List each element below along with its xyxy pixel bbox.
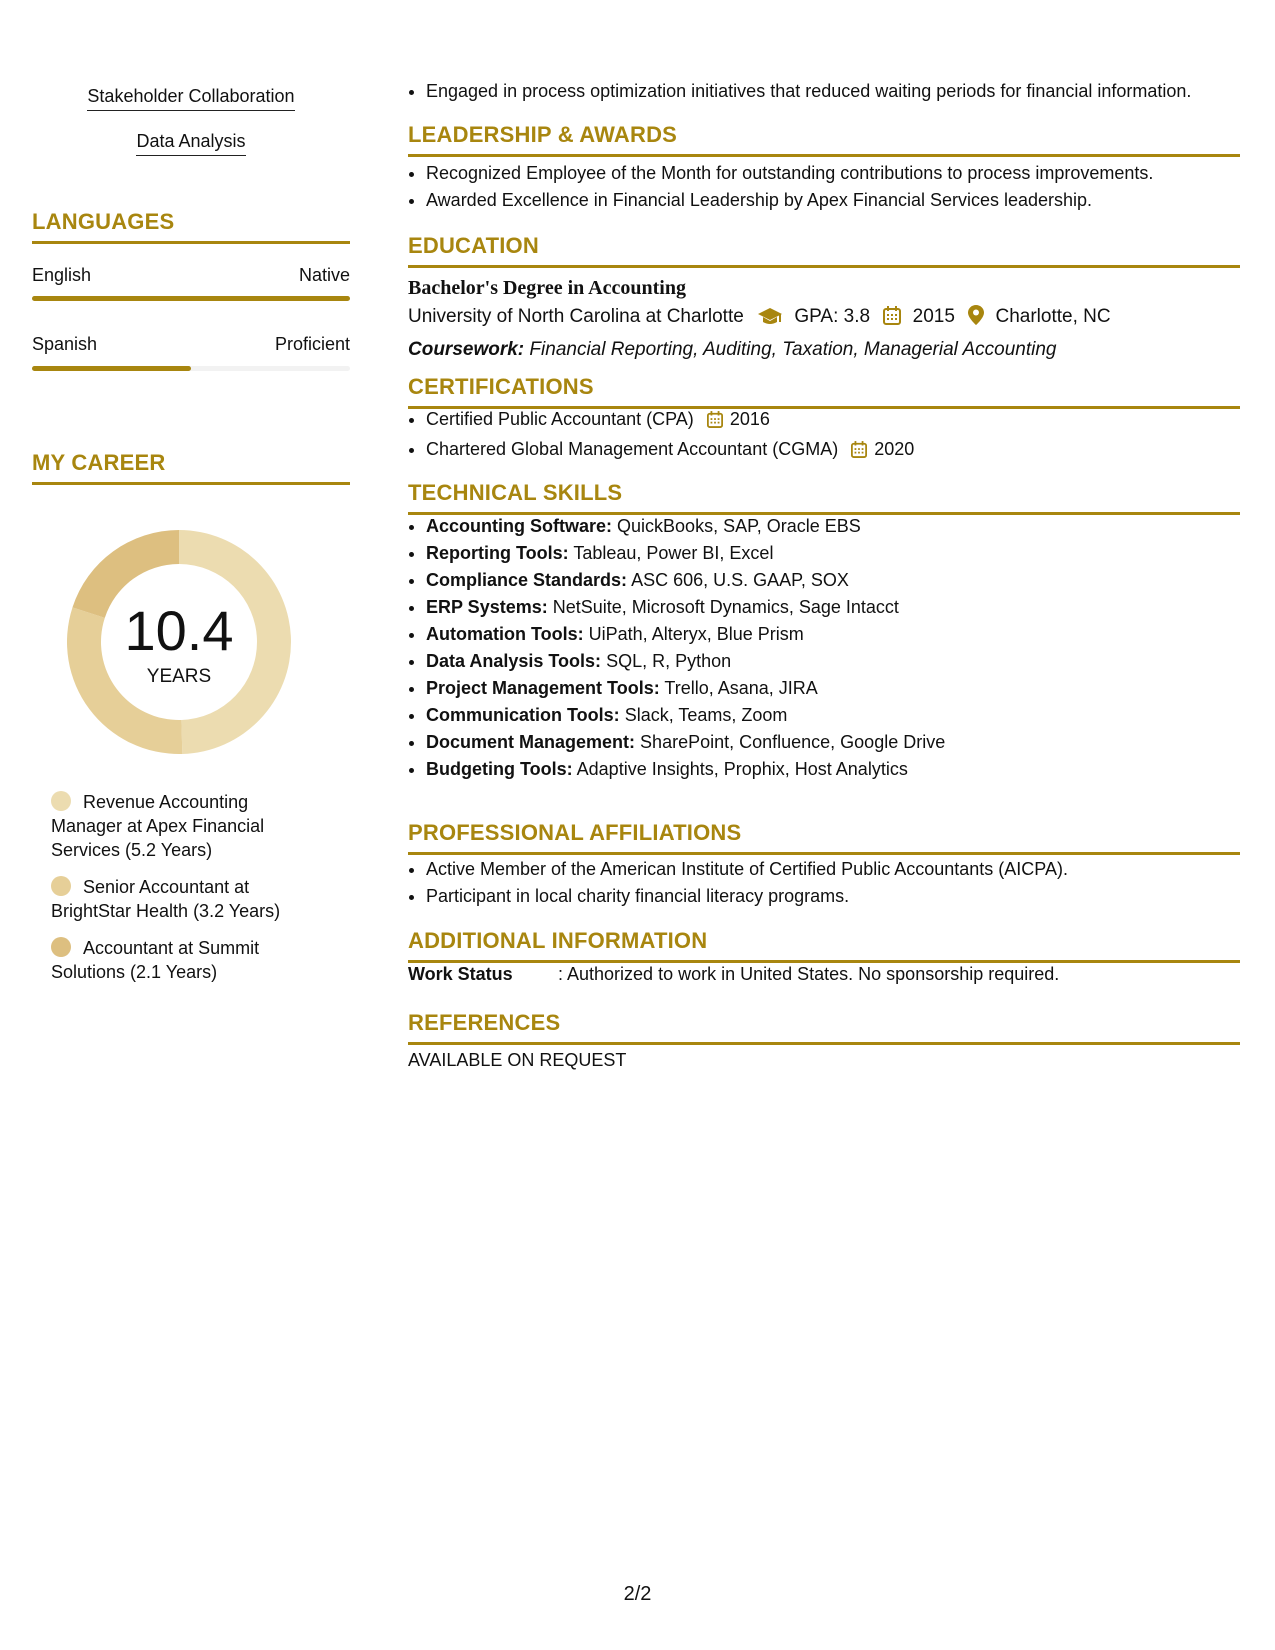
skill-category: Document Management: [426,732,636,752]
leadership-heading: LEADERSHIP & AWARDS [408,122,1240,157]
language-bar-fill [32,366,191,371]
skill-tag [32,86,350,111]
career-total-unit: YEARS [146,666,212,687]
language-name: English [32,265,92,285]
technical-skill-item [426,648,1258,675]
career-heading: MY CAREER [32,450,350,485]
references-heading: REFERENCES [408,1010,1240,1045]
education-location: Charlotte, NC [995,306,1111,327]
technical-skill-item [426,729,1258,756]
education-meta [408,302,1240,335]
skill-values: UiPath, Alteryx, Blue Prism [588,624,804,644]
skill-category: Project Management Tools: [426,678,660,698]
technical-skill-item [426,540,1258,567]
additional-info-heading: ADDITIONAL INFORMATION [408,928,1240,963]
career-legend-label: Revenue Accounting Manager at Apex Financial Services (5.2 Years) [51,792,265,860]
career-legend-item [51,936,311,984]
career-legend-item [51,790,311,862]
technical-skill-item [426,702,1258,729]
languages-heading: LANGUAGES [32,209,350,244]
affiliations-list [408,856,1258,910]
skill-values: SQL, R, Python [606,651,732,671]
skill-values: Slack, Teams, Zoom [624,705,788,725]
language-level: Native [298,265,350,285]
skill-values: Adaptive Insights, Prophix, Host Analytics [576,759,908,779]
legend-dot-icon [51,791,71,811]
skill-values: Trello, Asana, JIRA [664,678,818,698]
career-legend-label: Accountant at Summit Solutions (2.1 Years) [51,938,260,982]
school-name: University of North Carolina at Charlotte [408,306,744,327]
skill-category: Reporting Tools: [426,543,569,563]
technical-skill-item [426,675,1258,702]
calendar-icon [851,439,867,466]
location-pin-icon [968,305,984,335]
education-heading: EDUCATION [408,233,1240,268]
affiliation-item: • Participant in local charity financial literacy programs. [426,883,1258,910]
language-item [32,265,350,301]
skill-category: Compliance Standards: [426,570,628,590]
coursework-label: Coursework: [408,339,525,360]
references-text: AVAILABLE ON REQUEST [408,1050,627,1070]
language-item [32,334,350,371]
certification-name: Chartered Global Management Accountant (CGMA) [426,439,839,459]
affiliation-item: • Active Member of the American Institute of Certified Public Accountants (AICPA). [426,856,1258,883]
skill-category: Accounting Software: [426,516,613,536]
leadership-item: • Awarded Excellence in Financial Leadership by Apex Financial Services leadership. [426,187,1258,214]
experience-bullet: • Engaged in process optimization initiatives that reduced waiting periods for financial information. [426,78,1258,105]
technical-skill-item [426,513,1258,540]
certification-year: 2020 [874,439,915,459]
language-bar [32,296,350,301]
language-level: Proficient [274,334,350,354]
gpa: GPA: 3.8 [794,306,871,327]
technical-skills-heading: TECHNICAL SKILLS [408,480,1240,515]
degree-title: Bachelor's Degree in Accounting [408,277,686,299]
technical-skill-item [426,567,1258,594]
education-entry [408,274,1240,365]
coursework-value: Financial Reporting, Auditing, Taxation, Managerial Accounting [529,339,1057,360]
certification-name: Certified Public Accountant (CPA) [426,409,694,429]
skill-tag [32,131,350,156]
skill-values: ASC 606, U.S. GAAP, SOX [631,570,849,590]
skill-category: Data Analysis Tools: [426,651,602,671]
legend-dot-icon [51,937,71,957]
page-number: 2/2 [623,1583,652,1605]
career-legend-item [51,875,311,923]
legend-dot-icon [51,876,71,896]
career-donut-chart [59,522,299,762]
calendar-icon [883,305,901,335]
skill-values: SharePoint, Confluence, Google Drive [640,732,946,752]
leadership-item: • Recognized Employee of the Month for outstanding contributions to process improvements. [426,160,1258,187]
certification-item [426,406,1258,436]
technical-skills-list [408,513,1258,783]
certifications-heading: CERTIFICATIONS [408,374,1240,409]
skill-category: Communication Tools: [426,705,620,725]
language-bar-fill [32,296,350,301]
skill-values: Tableau, Power BI, Excel [573,543,774,563]
skill-category: ERP Systems: [426,597,548,617]
skill-values: QuickBooks, SAP, Oracle EBS [617,516,861,536]
graduation-year: 2015 [912,306,955,327]
coursework [408,335,1240,365]
technical-skill-item [426,594,1258,621]
work-status-label: Work Status [408,964,513,984]
skill-label: Stakeholder Collaboration [87,86,294,111]
leadership-list [408,160,1258,214]
work-status-value: : Authorized to work in United States. No sponsorship required. [558,964,1060,984]
certification-year: 2016 [729,409,770,429]
graduation-cap-icon [757,305,783,335]
skill-label: Data Analysis [136,131,245,156]
certifications-list [408,406,1258,466]
skill-values: NetSuite, Microsoft Dynamics, Sage Intacct [552,597,899,617]
technical-skill-item [426,756,1258,783]
certification-item [426,436,1258,466]
experience-bullets [408,78,1258,105]
work-status-row [408,964,1240,985]
language-name: Spanish [32,334,98,354]
career-legend-label: Senior Accountant at BrightStar Health (3.2 Years) [51,877,281,921]
career-total-value: 10.4 [124,599,234,662]
language-bar [32,366,350,371]
technical-skill-item [426,621,1258,648]
skill-category: Automation Tools: [426,624,584,644]
calendar-icon [707,409,723,436]
skill-category: Budgeting Tools: [426,759,573,779]
affiliations-heading: PROFESSIONAL AFFILIATIONS [408,820,1240,855]
